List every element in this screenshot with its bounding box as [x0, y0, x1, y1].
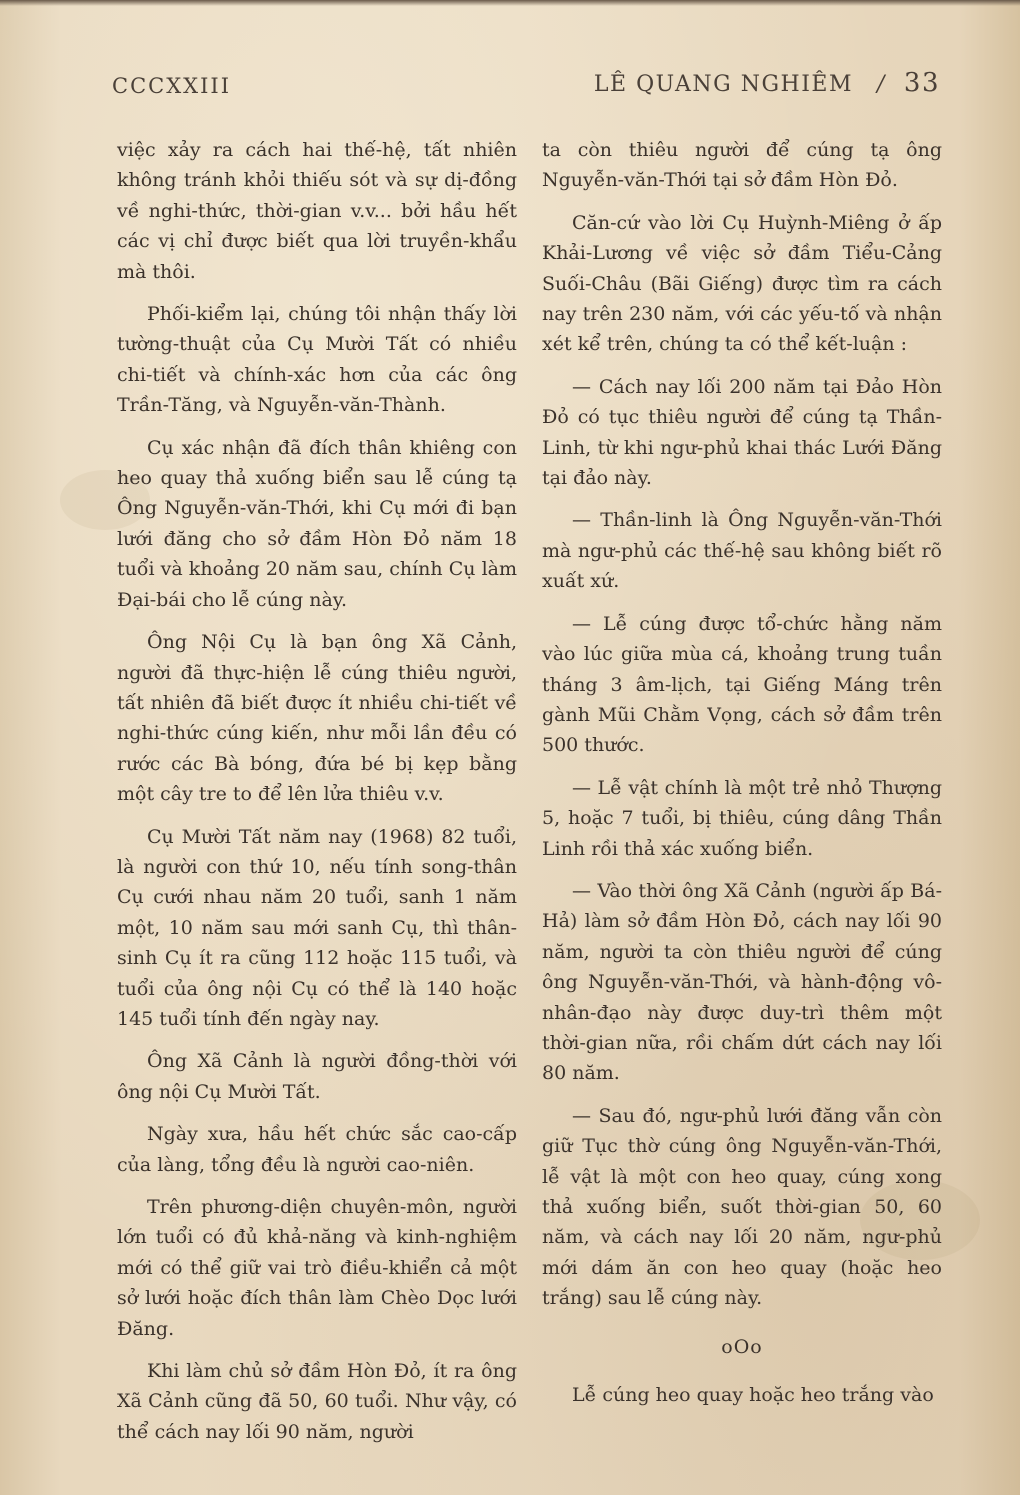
paragraph: Cụ xác nhận đã đích thân khiêng con heo quay thả xuống biển sau lễ cúng tạ Ông Nguyễn-văn-Thới, khi Cụ mới đi bạn lưới đăng cho sở đầm Hòn Đỏ năm 18 tuổi và khoảng 20 năm sau, chính Cụ làm Đại-bái cho lễ cúng này. — [117, 436, 517, 611]
left-column — [117, 135, 517, 1459]
section-divider: oOo — [721, 1335, 763, 1358]
paragraph: Ngày xưa, hầu hết chức sắc cao-cấp của làng, tổng đều là người cao-niên. — [117, 1123, 517, 1176]
page-number: 33 — [903, 68, 940, 98]
paragraph: Trên phương-diện chuyên-môn, người lớn tuổi có đủ khả-năng và kinh-nghiệm mới có thể giữ vai trò điều-khiển cả một sở lưới hoặc đích thân làm Chèo Dọc lưới Đăng. — [117, 1196, 517, 1340]
paragraph: ta còn thiêu người để cúng tạ ông Nguyễn-văn-Thới tại sở đầm Hòn Đỏ. — [542, 139, 942, 192]
paragraph: — Thần-linh là Ông Nguyễn-văn-Thới mà ngư-phủ các thế-hệ sau không biết rõ xuất xứ. — [542, 509, 942, 593]
paragraph: — Vào thời ông Xã Cảnh (người ấp Bá-Hả) làm sở đầm Hòn Đỏ, cách nay lối 90 năm, người ta còn thiêu người để cúng ông Nguyễn-văn-Thới, và hành-động vô-nhân-đạo này được duy-trì thêm một thời-gian nữa, rồi chấm dứt cách nay lối 80 năm. — [542, 879, 942, 1085]
paragraph: Lễ cúng heo quay hoặc heo trắng vào — [572, 1384, 934, 1407]
paragraph: Ông Xã Cảnh là người đồng-thời với ông nội Cụ Mười Tất. — [117, 1050, 517, 1103]
paragraph: việc xảy ra cách hai thế-hệ, tất nhiên không tránh khỏi thiếu sót và sự dị-đồng về nghi-thức, thời-gian v.v... bởi hầu hết các vị chỉ được biết qua lời truyền-khẩu mà thôi. — [117, 139, 517, 283]
header-roman-numeral: CCCXXIII — [112, 74, 231, 98]
header-author-name: LÊ QUANG NGHIÊM — [593, 72, 853, 97]
running-header — [112, 66, 940, 106]
paragraph: Phối-kiểm lại, chúng tôi nhận thấy lời tường-thuật của Cụ Mười Tất có nhiều chi-tiết và chính-xác hơn của các ông Trần-Tăng, và Nguyễn-văn-Thành. — [117, 303, 517, 417]
paragraph: Cụ Mười Tất năm nay (1968) 82 tuổi, là người con thứ 10, nếu tính song-thân Cụ cưới nhau năm 20 tuổi, sanh 1 năm một, 10 năm sau mới sanh Cụ, thì thân-sinh Cụ ít ra cũng 112 hoặc 115 tuổi, và tuổi của ông nội Cụ có thể là 140 hoặc 145 tuổi tính đến ngày nay. — [117, 825, 517, 1030]
paragraph: — Cách nay lối 200 năm tại Đảo Hòn Đỏ có tục thiêu người để cúng tạ Thần-Linh, từ khi ngư-phủ khai thác Lưới Đăng tại đảo này. — [542, 375, 942, 490]
page-top-edge — [0, 0, 1020, 6]
paragraph: Căn-cứ vào lời Cụ Huỳnh-Miêng ở ấp Khải-Lương về việc sở đầm Tiểu-Cảng Suối-Châu (Bãi Giếng) được tìm ra cách nay trên 230 năm, với các yếu-tố và nhận xét kể trên, chúng ta có thể kết-luận : — [542, 211, 942, 356]
header-separator: / — [876, 72, 886, 97]
paragraph: — Lễ vật chính là một trẻ nhỏ Thượng 5, hoặc 7 tuổi, bị thiêu, cúng dâng Thần Linh rồi thả xác xuống biển. — [542, 776, 942, 860]
paragraph: — Lễ cúng được tổ-chức hằng năm vào lúc giữa mùa cá, khoảng trung tuần tháng 3 âm-lịch, tại Giếng Máng trên gành Mũi Chằm Vọng, cách sở đầm trên 500 thước. — [542, 612, 942, 757]
paragraph: Ông Nội Cụ là bạn ông Xã Cảnh, người đã thực-hiện lễ cúng thiêu người, tất nhiên đã biết được ít nhiều chi-tiết về nghi-thức cúng kiến, như mỗi lần đều có rước các Bà bóng, đứa bé bị kẹp bằng một cây tre to để lên lửa thiêu v.v. — [117, 631, 517, 806]
paragraph: Khi làm chủ sở đầm Hòn Đỏ, ít ra ông Xã Cảnh cũng đã 50, 60 tuổi. Như vậy, có thể cách nay lối 90 năm, người — [117, 1360, 517, 1443]
header-author — [594, 68, 940, 98]
paragraph: — Sau đó, ngư-phủ lưới đăng vẫn còn giữ Tục thờ cúng ông Nguyễn-văn-Thới, lễ vật là một con heo quay, cúng xong thả xuống biển, suốt thời-gian 50, 60 năm, và cách nay lối 20 năm, ngư-phủ mới dám ăn con heo quay (hoặc heo trắng) sau lễ cúng này. — [542, 1104, 942, 1310]
right-column — [542, 135, 942, 1422]
